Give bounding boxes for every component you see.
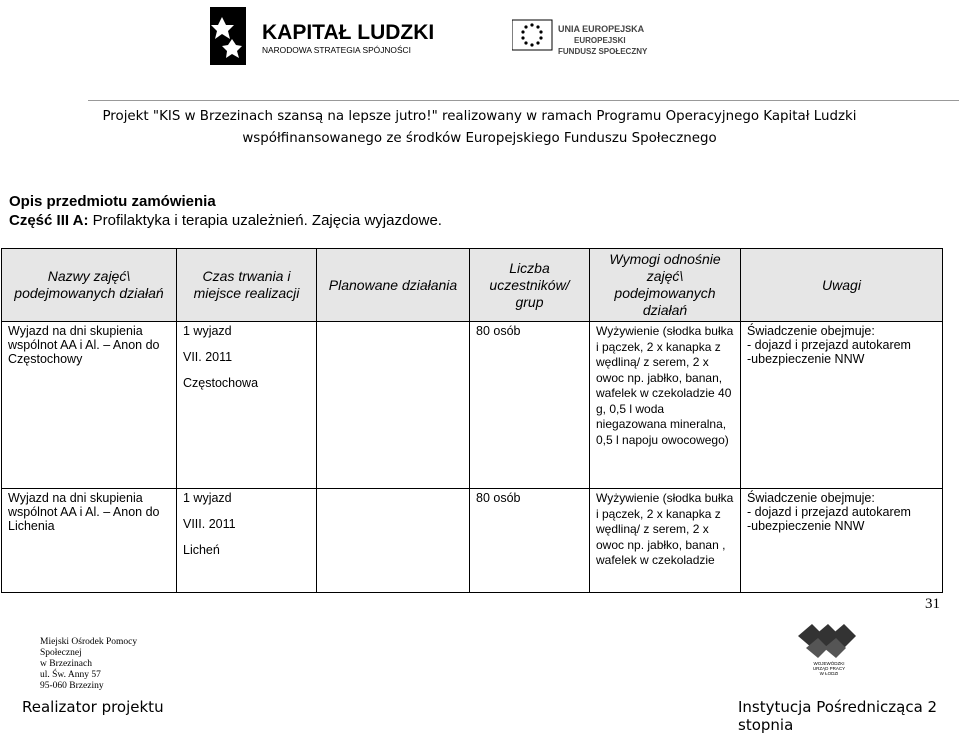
cell-remarks: Świadczenie obejmuje: - dojazd i przejazd autokarem -ubezpieczenie NNW xyxy=(741,322,943,489)
cell-time: 1 wyjazd VII. 2011 Częstochowa xyxy=(177,322,317,489)
cell-requirements: Wyżywienie (słodka bułka i pączek, 2 x kanapka z wędliną/ z serem, 2 x owoc np. jabłko, banan, wafelek w czekoladzie 40 g, 0,5 l woda niegazowana mineralna, 0,5 l napoju owocowego) xyxy=(590,322,741,489)
cell-name: Wyjazd na dni skupienia wspólnot AA i Al. – Anon do Częstochowy xyxy=(2,322,177,489)
cell-name: Wyjazd na dni skupienia wspólnot AA i Al. – Anon do Lichenia xyxy=(2,489,177,593)
header-divider xyxy=(88,100,959,101)
project-line-1: Projekt "KIS w Brzezinach szansą na lepsze jutro!" realizowany w ramach Programu Operacyjnego Kapitał Ludzki xyxy=(102,109,857,124)
svg-text:WOJEWÓDZKI: WOJEWÓDZKI xyxy=(813,661,845,666)
svg-text:EUROPEJSKI: EUROPEJSKI xyxy=(574,36,626,45)
col-header-time: Czas trwania i miejsce realizacji xyxy=(177,249,317,322)
table-header-row xyxy=(2,249,943,322)
wup-lodz-logo xyxy=(794,622,864,676)
page-number: 31 xyxy=(925,596,940,612)
kapital-ludzki-logo xyxy=(208,5,458,67)
col-header-planned: Planowane działania xyxy=(317,249,470,322)
svg-text:UNIA EUROPEJSKA: UNIA EUROPEJSKA xyxy=(558,24,645,34)
cell-planned xyxy=(317,489,470,593)
project-line-2: współfinansowanego ze środków Europejskiego Funduszu Społecznego xyxy=(242,131,717,146)
table-row xyxy=(2,322,943,489)
col-header-remarks: Uwagi xyxy=(741,249,943,322)
svg-text:W ŁODZI: W ŁODZI xyxy=(819,671,839,676)
footer-realizator: Realizator projektu xyxy=(22,698,164,716)
col-header-requirements: Wymogi odnośnie zajęć\ podejmowanych działań xyxy=(590,249,741,322)
eu-flag-logo xyxy=(512,12,652,60)
table-row xyxy=(2,489,943,593)
svg-text:URZĄD PRACY: URZĄD PRACY xyxy=(812,666,846,671)
cell-participants: 80 osób xyxy=(470,322,590,489)
col-header-participants: Liczba uczestników/ grup xyxy=(470,249,590,322)
mops-address: Miejski Ośrodek Pomocy Społecznej w Brzezinach ul. Św. Anny 57 95-060 Brzeziny xyxy=(40,637,138,691)
kl-logo-title: KAPITAŁ LUDZKI xyxy=(262,21,435,44)
col-header-name: Nazwy zajęć\ podejmowanych działań xyxy=(2,249,177,322)
part-text: Profilaktyka i terapia uzależnień. Zajęcia wyjazdowe. xyxy=(88,212,442,229)
footer-institution: Instytucja Pośrednicząca 2 stopnia xyxy=(738,698,938,734)
cell-remarks: Świadczenie obejmuje: - dojazd i przejazd autokarem -ubezpieczenie NNW xyxy=(741,489,943,593)
cell-participants: 80 osób xyxy=(470,489,590,593)
kl-logo-subtitle: NARODOWA STRATEGIA SPÓJNOŚCI xyxy=(262,45,411,55)
cell-planned xyxy=(317,322,470,489)
part-label: Część III A: xyxy=(9,212,89,229)
svg-text:FUNDUSZ SPOŁECZNY: FUNDUSZ SPOŁECZNY xyxy=(558,47,648,56)
requirements-table xyxy=(1,248,943,593)
cell-time: 1 wyjazd VIII. 2011 Licheń xyxy=(177,489,317,593)
document-subtitle xyxy=(9,212,442,229)
cell-requirements: Wyżywienie (słodka bułka i pączek, 2 x kanapka z wędliną/ z serem, 2 x owoc np. jabłko, banan , wafelek w czekoladzie xyxy=(590,489,741,593)
document-title: Opis przedmiotu zamówienia xyxy=(9,193,216,210)
